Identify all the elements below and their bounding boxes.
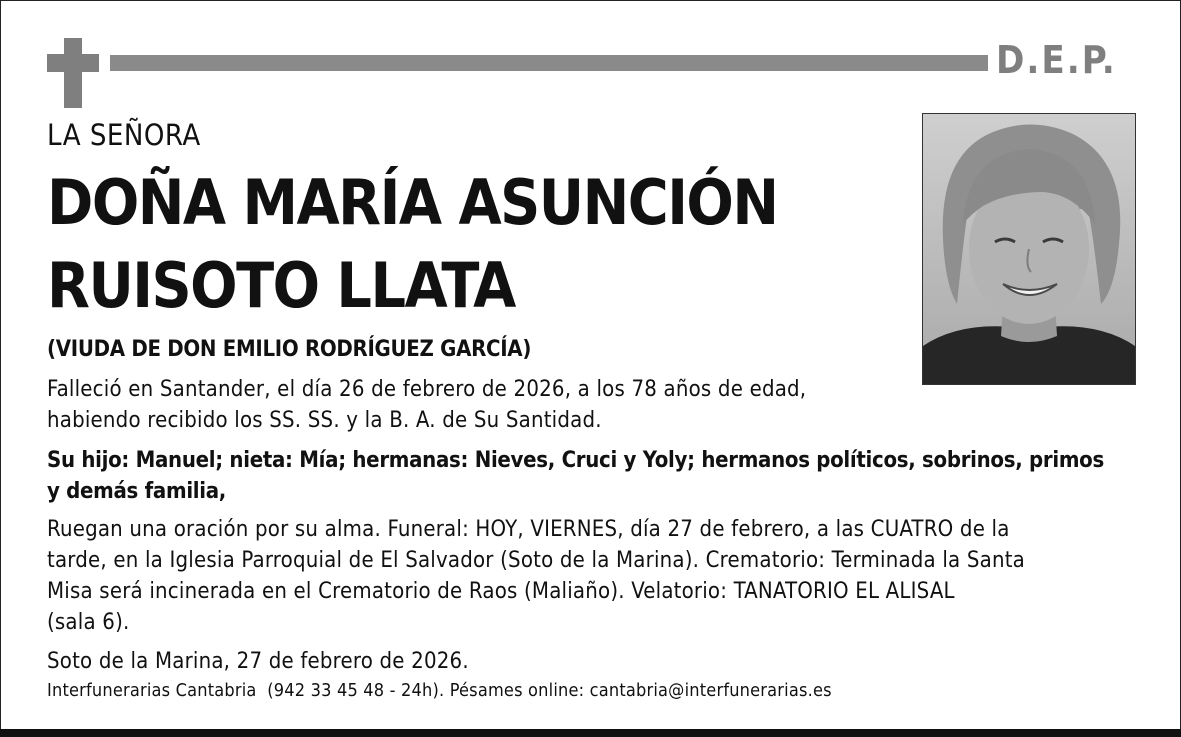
ceremony-line-3: Misa será incinerada en el Crematorio de Raos (Maliaño). Velatorio: TANATORIO EL ALISAL (47, 579, 955, 604)
death-notice-line-1: Falleció en Santander, el día 26 de febrero de 2026, a los 78 años de edad, (47, 377, 807, 402)
deceased-portrait (922, 113, 1136, 385)
ceremony-line-4: (sala 6). (47, 610, 130, 635)
cross-vertical-bar (64, 38, 82, 108)
widow-note: (VIUDA DE DON EMILIO RODRÍGUEZ GARCÍA) (47, 337, 532, 362)
salutation: LA SEÑORA (47, 118, 201, 152)
place-date: Soto de la Marina, 27 de febrero de 2026. (47, 649, 469, 674)
cross-horizontal-bar (47, 54, 99, 72)
family-paragraph (47, 445, 1137, 507)
ceremony-line-1: Ruegan una oración por su alma. Funeral: HOY, VIERNES, día 27 de febrero, a las CUATRO de la (47, 517, 1010, 542)
family-line-2: y demás familia, (47, 479, 227, 504)
death-notice-paragraph (47, 374, 907, 436)
header-rule (110, 55, 988, 71)
ceremony-paragraph (47, 514, 1137, 638)
portrait-photo-icon (923, 114, 1135, 384)
dep-heading: D.E.P. (996, 38, 1117, 82)
family-line-1: Su hijo: Manuel; nieta: Mía; hermanas: Nieves, Cruci y Yoly; hermanos políticos, sobrinos, primos (47, 448, 1104, 473)
funeral-home-footer: Interfunerarias Cantabria (942 33 45 48 - 24h). Pésames online: cantabria@interfunerarias.es (47, 680, 832, 701)
bottom-border-bar (0, 729, 1181, 737)
death-notice-line-2: habiendo recibido los SS. SS. y la B. A. de Su Santidad. (47, 408, 602, 433)
deceased-name-line-2: RUISOTO LLATA (47, 249, 515, 322)
deceased-name-line-1: DOÑA MARÍA ASUNCIÓN (47, 166, 778, 239)
ceremony-line-2: tarde, en la Iglesia Parroquial de El Salvador (Soto de la Marina). Crematorio: Terminada la Santa (47, 548, 1025, 573)
